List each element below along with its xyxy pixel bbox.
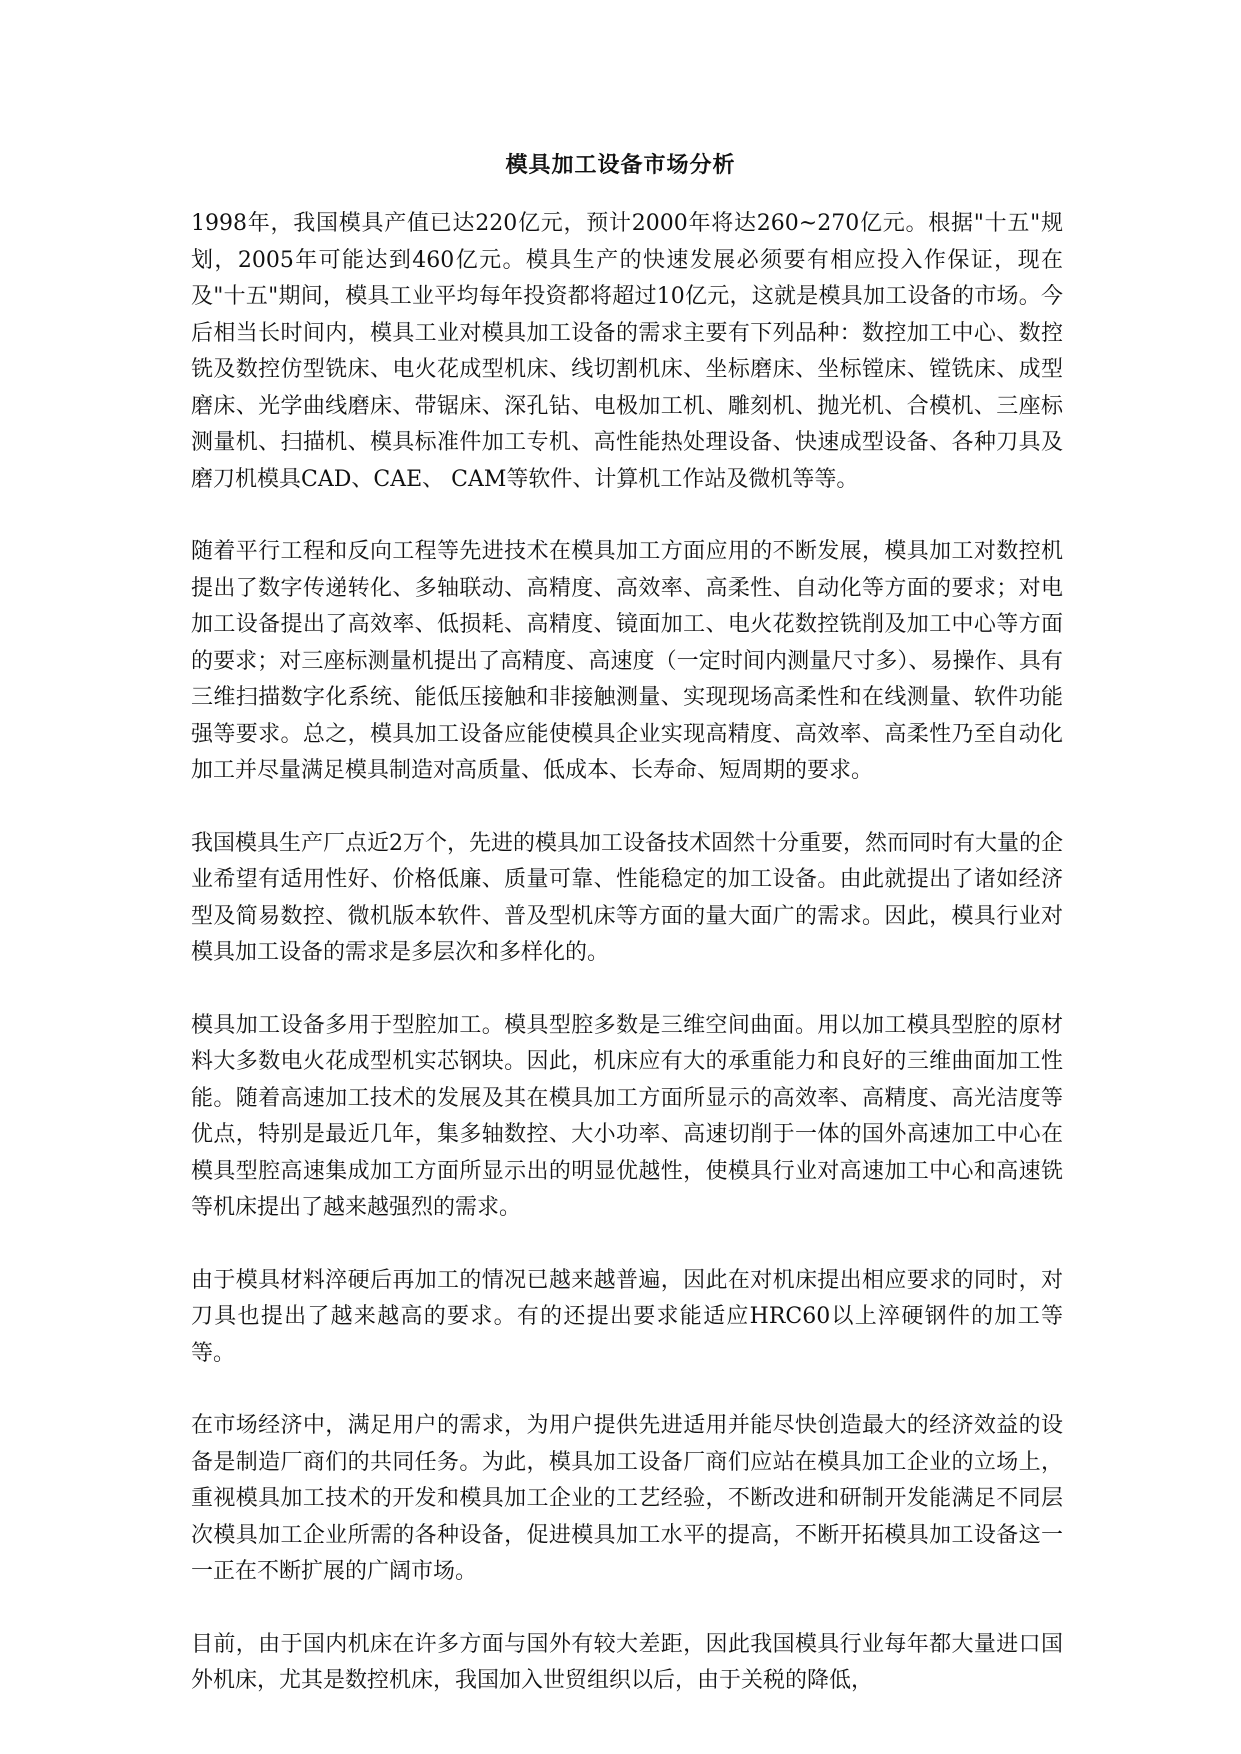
paragraph-7: 目前，由于国内机床在许多方面与国外有较大差距，因此我国模具行业每年都大量进口国外机床，尤其是数控机床，我国加入世贸组织以后，由于关税的降低， — [191, 1631, 1063, 1693]
paragraph-6: 在市场经济中，满足用户的需求，为用户提供先进适用并能尽快创造最大的经济效益的设备是制造厂商们的共同任务。为此，模具加工设备厂商们应站在模具加工企业的立场上，重视模具加工技术的开发和模具加工企业的工艺经验，不断改进和研制开发能满足不同层次模具加工企业所需的各种设备，促进模具加工水平的提高，不断开拓模具加工设备这一一正在不断扩展的广阔市场。 — [191, 1413, 1063, 1584]
paragraph-2: 随着平行工程和反向工程等先进技术在模具加工方面应用的不断发展，模具加工对数控机提出了数字传递转化、多轴联动、高精度、高效率、高柔性、自动化等方面的要求；对电加工设备提出了高效率、低损耗、高精度、镜面加工、电火花数控铣削及加工中心等方面的要求；对三座标测量机提出了高精度、高速度（一定时间内测量尺寸多）、易操作、具有三维扫描数字化系统、能低压接触和非接触测量、实现现场高柔性和在线测量、软件功能强等要求。总之，模具加工设备应能使模具企业实现高精度、高效率、高柔性乃至自动化加工并尽量满足模具制造对高质量、低成本、长寿命、短周期的要求。 — [191, 539, 1063, 783]
paragraph-5: 由于模具材料淬硬后再加工的情况已越来越普遍，因此在对机床提出相应要求的同时，对刀具也提出了越来越高的要求。有的还提出要求能适应HRC60以上淬硬钢件的加工等等。 — [191, 1267, 1063, 1366]
paragraph-4: 模具加工设备多用于型腔加工。模具型腔多数是三维空间曲面。用以加工模具型腔的原材料大多数电火花成型机实芯钢块。因此，机床应有大的承重能力和良好的三维曲面加工性能。随着高速加工技术的发展及其在模具加工方面所显示的高效率、高精度、高光洁度等优点，特别是最近几年，集多轴数控、大小功率、高速切削于一体的国外高速加工中心在模具型腔高速集成加工方面所显示出的明显优越性，使模具行业对高速加工中心和高速铣等机床提出了越来越强烈的需求。 — [191, 1012, 1063, 1220]
paragraph-1: 1998年，我国模具产值已达220亿元，预计2000年将达260~270亿元。根据"十五"规划，2005年可能达到460亿元。模具生产的快速发展必须要有相应投入作保证，现在及"十五"期间，模具工业平均每年投资都将超过10亿元，这就是模具加工设备的市场。今后相当长时间内，模具工业对模具加工设备的需求主要有下列品种：数控加工中心、数控铣及数控仿型铣床、电火花成型机床、线切割机床、坐标磨床、坐标镗床、镗铣床、成型磨床、光学曲线磨床、带锯床、深孔钻、电极加工机、雕刻机、抛光机、合模机、三座标测量机、扫描机、模具标准件加工专机、高性能热处理设备、快速成型设备、各种刀具及磨刀机模具CAD、CAE、 CAM等软件、计算机工作站及微机等等。 — [191, 211, 1063, 492]
paragraph-3: 我国模具生产厂点近2万个，先进的模具加工设备技术固然十分重要，然而同时有大量的企业希望有适用性好、价格低廉、质量可靠、性能稳定的加工设备。由此就提出了诸如经济型及简易数控、微机版本软件、普及型机床等方面的量大面广的需求。因此，模具行业对模具加工设备的需求是多层次和多样化的。 — [191, 830, 1064, 965]
document-title: 模具加工设备市场分析 — [505, 152, 736, 178]
document-body — [191, 206, 1063, 1736]
